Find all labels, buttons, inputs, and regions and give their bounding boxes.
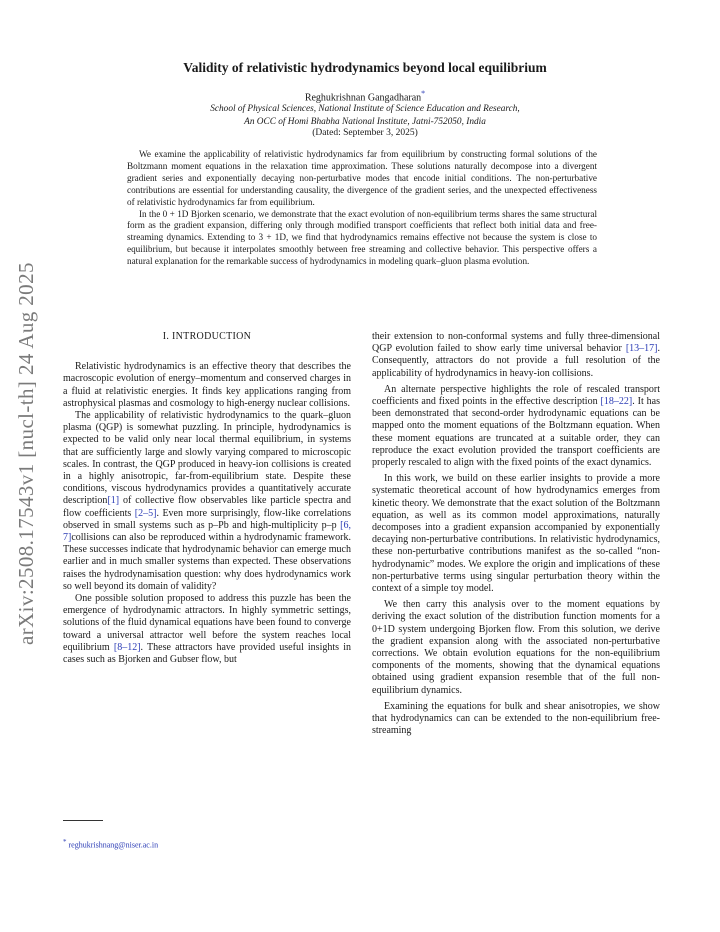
footnote-divider — [63, 820, 103, 821]
left-column — [63, 331, 351, 666]
text-run: . These attractors have provided useful insights in cases such as Bjorken and Gubser flow, but — [63, 641, 351, 666]
text-run: One possible solution proposed to address this puzzle has been the emergence of hydrodynamic attractors. In highly symmetric settings, solutions of the fluid dynamical equations have been found to converge toward a universal attractor well before the system reaches local equilibrium — [63, 593, 351, 653]
citation-link[interactable]: [6, 7] — [63, 519, 351, 544]
date-line: (Dated: September 3, 2025) — [312, 128, 418, 138]
author-line — [100, 89, 630, 103]
intro-paragraph-5 — [372, 384, 660, 469]
author-name: Reghukrishnan Gangadharan — [304, 92, 422, 104]
right-column — [372, 331, 660, 738]
text-run: . It has been demonstrated that second-order hydrodynamic equations can be mapped onto the moment equations of the Boltzmann equation. When these moment equations are truncated at a suitable order, they can reproduce the exact evolution provided the transport coefficients are properly rescaled to align with the fixed points of the exact dynamics. — [372, 396, 660, 469]
footnote — [63, 838, 158, 850]
citation-link[interactable]: [2–5] — [134, 507, 157, 519]
text-run: An alternate perspective highlights the role of rescaled transport coefficients and fixed points in the effective description — [372, 383, 660, 408]
intro-paragraph-8: Examining the equations for bulk and shear anisotropies, we show that hydrodynamics can can be extended to the non-equilibrium free-streaming — [372, 700, 660, 737]
arxiv-stamp: arXiv:2508.17543v1 [nucl-th] 24 Aug 2025 — [14, 262, 38, 646]
section-heading: I. INTRODUCTION — [162, 331, 252, 342]
text-run: The applicability of relativistic hydrodynamics to the quark–gluon plasma (QGP) is somewhat puzzling. In principle, hydrodynamics is expected to be valid only near local thermal equilibrium, in systems that are sufficiently large and slowly varying compared to microscopic scales. In contrast, the QGP produced in heavy-ion collisions is created in a highly anisotropic, far-from-equilibrium state. Despite these conditions, viscous hydrodynamics provides a quantitatively accurate description — [63, 410, 351, 507]
author-email-link[interactable]: reghukrishnang@niser.ac.in — [68, 840, 159, 850]
citation-link[interactable]: [18–22] — [600, 396, 633, 408]
citation-link[interactable]: [13–17] — [625, 343, 658, 355]
citation-link[interactable]: [8–12] — [113, 641, 141, 653]
text-run: their extension to non-conformal systems and fully three-dimensional QGP evolution failed to show early time universal behavior — [372, 331, 660, 355]
text-run: collisions can also be reproduced within a hydrodynamic framework. These successes indicate that hydrodynamic behavior can emerge much earlier and in much smaller systems than expected. These observations raises the hydrodynamisation question: why does hydrodynamics work so well beyond its domain of validity? — [63, 532, 351, 592]
intro-paragraph-6: In this work, we build on these earlier insights to provide a more systematic theoretical account of how hydrodynamics emerges from kinetic theory. We demonstrate that the exact solution of the Boltzmann equation, as well as its common model approximations, naturally decomposes into a gradient expansion accompanied by exponentially decaying non-perturbative contributions. In relativistic hydrodynamics, these non-perturbative contributions manifest as the so-called “non-hydrodynamic” modes. We explore the origin and implications of these non-perturbative terms using singular perturbation theory within the context of a simple toy model. — [372, 473, 660, 595]
intro-paragraph-7: We then carry this analysis over to the moment equations by deriving the exact solution of the distribution function moments for a 0+1D system undergoing Bjorken flow. From this solution, we derive the gradient expansion along with the associated non-perturbative corrections. We obtain evolution equations for the non-equilibrium components of the moments, showing that the dynamical equations obtained using gradient expansion resemble that of the full non-equilibrium dynamics. — [372, 599, 660, 696]
paper-title: Validity of relativistic hydrodynamics beyond local equilibrium — [183, 60, 547, 75]
author-footnote-link[interactable]: * — [421, 89, 426, 98]
abstract-paragraph-1: We examine the applicability of relativistic hydrodynamics far from equilibrium by constructing formal solutions of the Boltzmann moment equations in the relaxation time approximation. These solutions naturally decompose into a divergent gradient series and exponentially decaying non-perturbative modes that encode initial conditions. The non-perturbative contributions are essential for understanding causality, the divergence of the gradient series, and the unexpected effectiveness of relativistic hydrodynamics far from equilibrium. — [127, 149, 597, 207]
intro-paragraph-2 — [63, 410, 351, 593]
intro-paragraph-1: Relativistic hydrodynamics is an effective theory that describes the macroscopic evolution of energy–momentum and conserved charges in a fluid at relativistic energies. It finds key applications ranging from astrophysical plasmas and cosmology to high-energy nuclear collisions. — [63, 361, 351, 409]
intro-paragraph-4 — [372, 331, 660, 380]
intro-paragraph-3 — [63, 593, 351, 666]
citation-link[interactable]: [1] — [107, 495, 120, 507]
footnote-marker: * — [63, 838, 67, 846]
abstract-paragraph-2: In the 0 + 1D Bjorken scenario, we demonstrate that the exact evolution of non-equilibrium terms shares the same structural form as the gradient expansion, differing only through modified transport coefficients that reflect both initial data and free-streaming dynamics. Extending to 3 + 1D, we find that hydrodynamics remains effective not because the system is close to equilibrium, but because it interpolates smoothly between free streaming and collective behavior. This perspective offers a natural explanation for the remarkable success of hydrodynamics in modeling quark–gluon plasma evolution. — [127, 208, 597, 267]
text-run: . Even more surprisingly, flow-like correlations observed in small systems such as p–Pb and high-multiplicity p–p — [63, 507, 351, 531]
affiliation-line-1: School of Physical Sciences, National Institute of Science Education and Research, — [210, 104, 520, 114]
abstract — [127, 149, 597, 268]
affiliation-line-2: An OCC of Homi Bhabha National Institute, Jatni-752050, India — [244, 117, 486, 127]
text-run: of collective flow observables like particle spectra and flow coefficients — [63, 495, 351, 519]
text-run: . Consequently, attractors do not provide a full resolution of the applicability of hydrodynamics in heavy-ion collisions. — [372, 343, 660, 379]
